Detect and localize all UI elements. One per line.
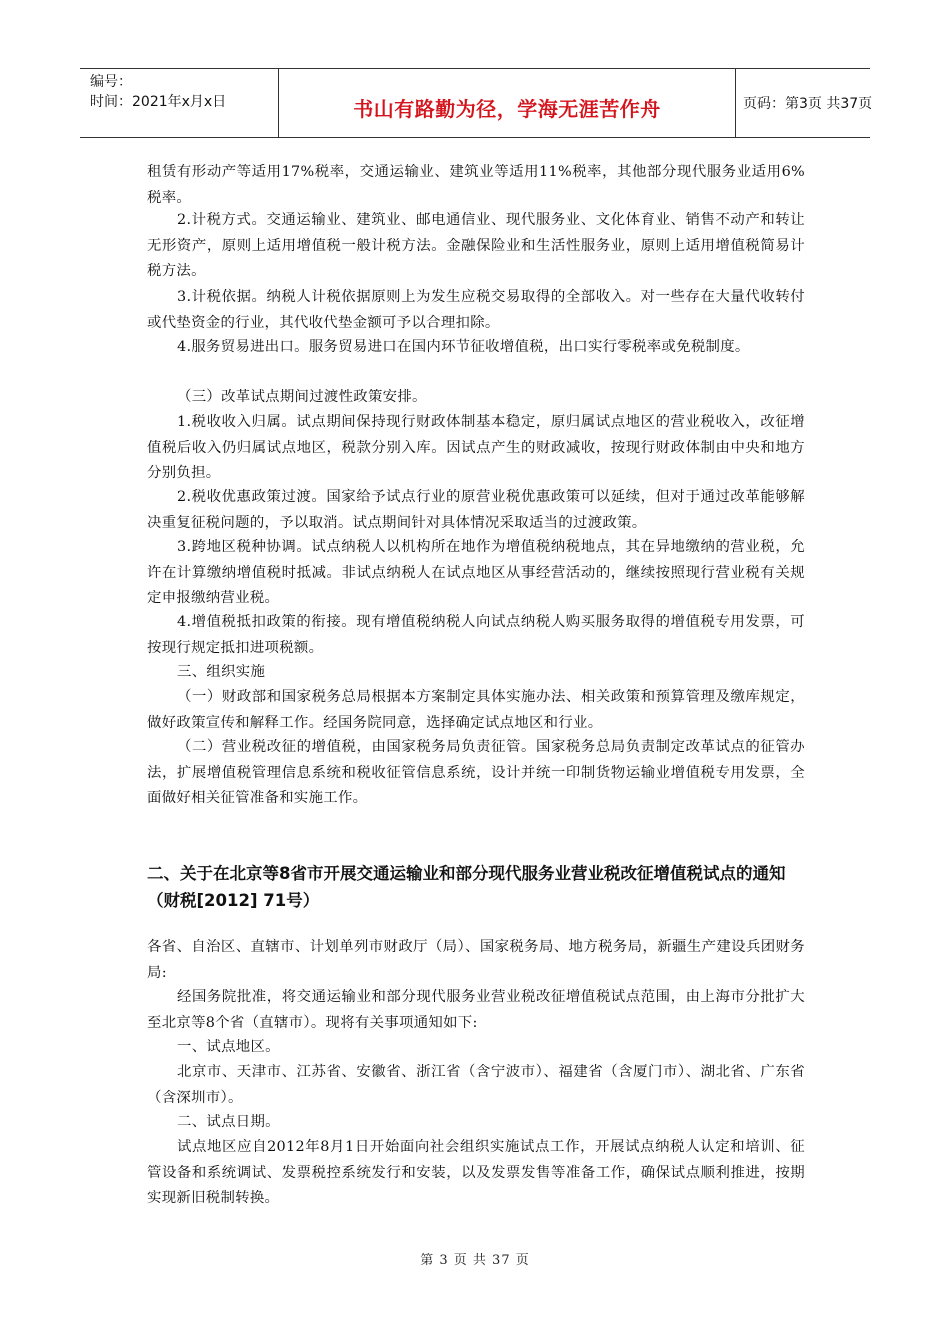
header-page-number: 页码：第3页 共37页 bbox=[743, 96, 873, 112]
page-header bbox=[80, 68, 873, 138]
paragraph-service-trade: 4.服务贸易进出口。服务贸易进口在国内环节征收增值税，出口实行零税率或免税制度。 bbox=[177, 339, 750, 355]
section-heading: 二、关于在北京等8省市开展交通运输业和部分现代服务业营业税改征增值税试点的通知（财税[2012] 71号） bbox=[147, 864, 786, 910]
notice-item-1-heading: 一、试点地区。 bbox=[177, 1039, 280, 1055]
paragraph-org-item-2: （二）营业税改征的增值税，由国家税务局负责征管。国家税务总局负责制定改革试点的征管办法，扩展增值税管理信息系统和税收征管信息系统，设计并统一印制货物运输业增值税专用发票，全面做好相关征管准备和实施工作。 bbox=[147, 739, 805, 806]
paragraph-tax-rates: 租赁有形动产等适用17%税率，交通运输业、建筑业等适用11%税率，其他部分现代服务业适用6%税率。 bbox=[147, 164, 805, 206]
notice-addressees: 各省、自治区、直辖市、计划单列市财政厅（局）、国家税务局、地方税务局，新疆生产建设兵团财务局: bbox=[147, 939, 805, 981]
paragraph-org-item-1: （一）财政部和国家税务总局根据本方案制定具体实施办法、相关政策和预算管理及缴库规定，做好政策宣传和解释工作。经国务院同意，选择确定试点地区和行业。 bbox=[147, 689, 805, 731]
paragraph-tax-basis: 3.计税依据。纳税人计税依据原则上为发生应税交易取得的全部收入。对一些存在大量代收转付或代垫资金的行业，其代收代垫金额可予以合理扣除。 bbox=[147, 289, 805, 331]
paragraph-preferential-policy: 2.税收优惠政策过渡。国家给予试点行业的原营业税优惠政策可以延续，但对于通过改革能够解决重复征税问题的，予以取消。试点期间针对具体情况采取适当的过渡政策。 bbox=[147, 489, 805, 531]
header-page-cell bbox=[735, 69, 873, 137]
header-meta bbox=[80, 69, 278, 137]
notice-item-2-heading: 二、试点日期。 bbox=[177, 1114, 280, 1130]
paragraph-organization-heading: 三、组织实施 bbox=[177, 664, 266, 680]
notice-intro: 经国务院批准，将交通运输业和部分现代服务业营业税改征增值税试点范围，由上海市分批扩大至北京等8个省（直辖市）。现将有关事项通知如下: bbox=[147, 989, 805, 1031]
paragraph-deduction-policy: 4.增值税抵扣政策的衔接。现有增值税纳税人向试点纳税人购买服务取得的增值税专用发票，可按现行规定抵扣进项税额。 bbox=[147, 614, 805, 656]
header-slogan-cell bbox=[278, 69, 736, 137]
paragraph-tax-method: 2.计税方式。交通运输业、建筑业、邮电通信业、现代服务业、文化体育业、销售不动产和转让无形资产，原则上适用增值税一般计税方法。金融保险业和生活性服务业，原则上适用增值税简易计税方法。 bbox=[147, 212, 805, 279]
paragraph-cross-region: 3.跨地区税种协调。试点纳税人以机构所在地作为增值税纳税地点，其在异地缴纳的营业税，允许在计算缴纳增值税时抵减。非试点纳税人在试点地区从事经营活动的，继续按照现行营业税有关规定申报缴纳营业税。 bbox=[147, 539, 805, 606]
notice-item-2-date: 试点地区应自2012年8月1日开始面向社会组织实施试点工作，开展试点纳税人认定和培训、征管设备和系统调试、发票税控系统发行和安装，以及发票发售等准备工作，确保试点顺利推进，按期实现新旧税制转换。 bbox=[147, 1139, 805, 1206]
document-date-label: 时间：2021年x月x日 bbox=[90, 94, 227, 110]
document-number-label: 编号： bbox=[90, 74, 132, 90]
paragraph-revenue-attribution: 1.税收收入归属。试点期间保持现行财政体制基本稳定，原归属试点地区的营业税收入，改征增值税后收入仍归属试点地区，税款分别入库。因试点产生的财政减收，按现行财政体制由中央和地方分别负担。 bbox=[147, 414, 805, 481]
notice-item-1-regions: 北京市、天津市、江苏省、安徽省、浙江省（含宁波市）、福建省（含厦门市）、湖北省、广东省（含深圳市）。 bbox=[147, 1064, 805, 1106]
page-footer: 第 3 页 共 37 页 bbox=[420, 1253, 530, 1268]
header-slogan: 书山有路勤为径，学海无涯苦作舟 bbox=[353, 97, 661, 121]
paragraph-transition-heading: （三）改革试点期间过渡性政策安排。 bbox=[177, 389, 427, 405]
